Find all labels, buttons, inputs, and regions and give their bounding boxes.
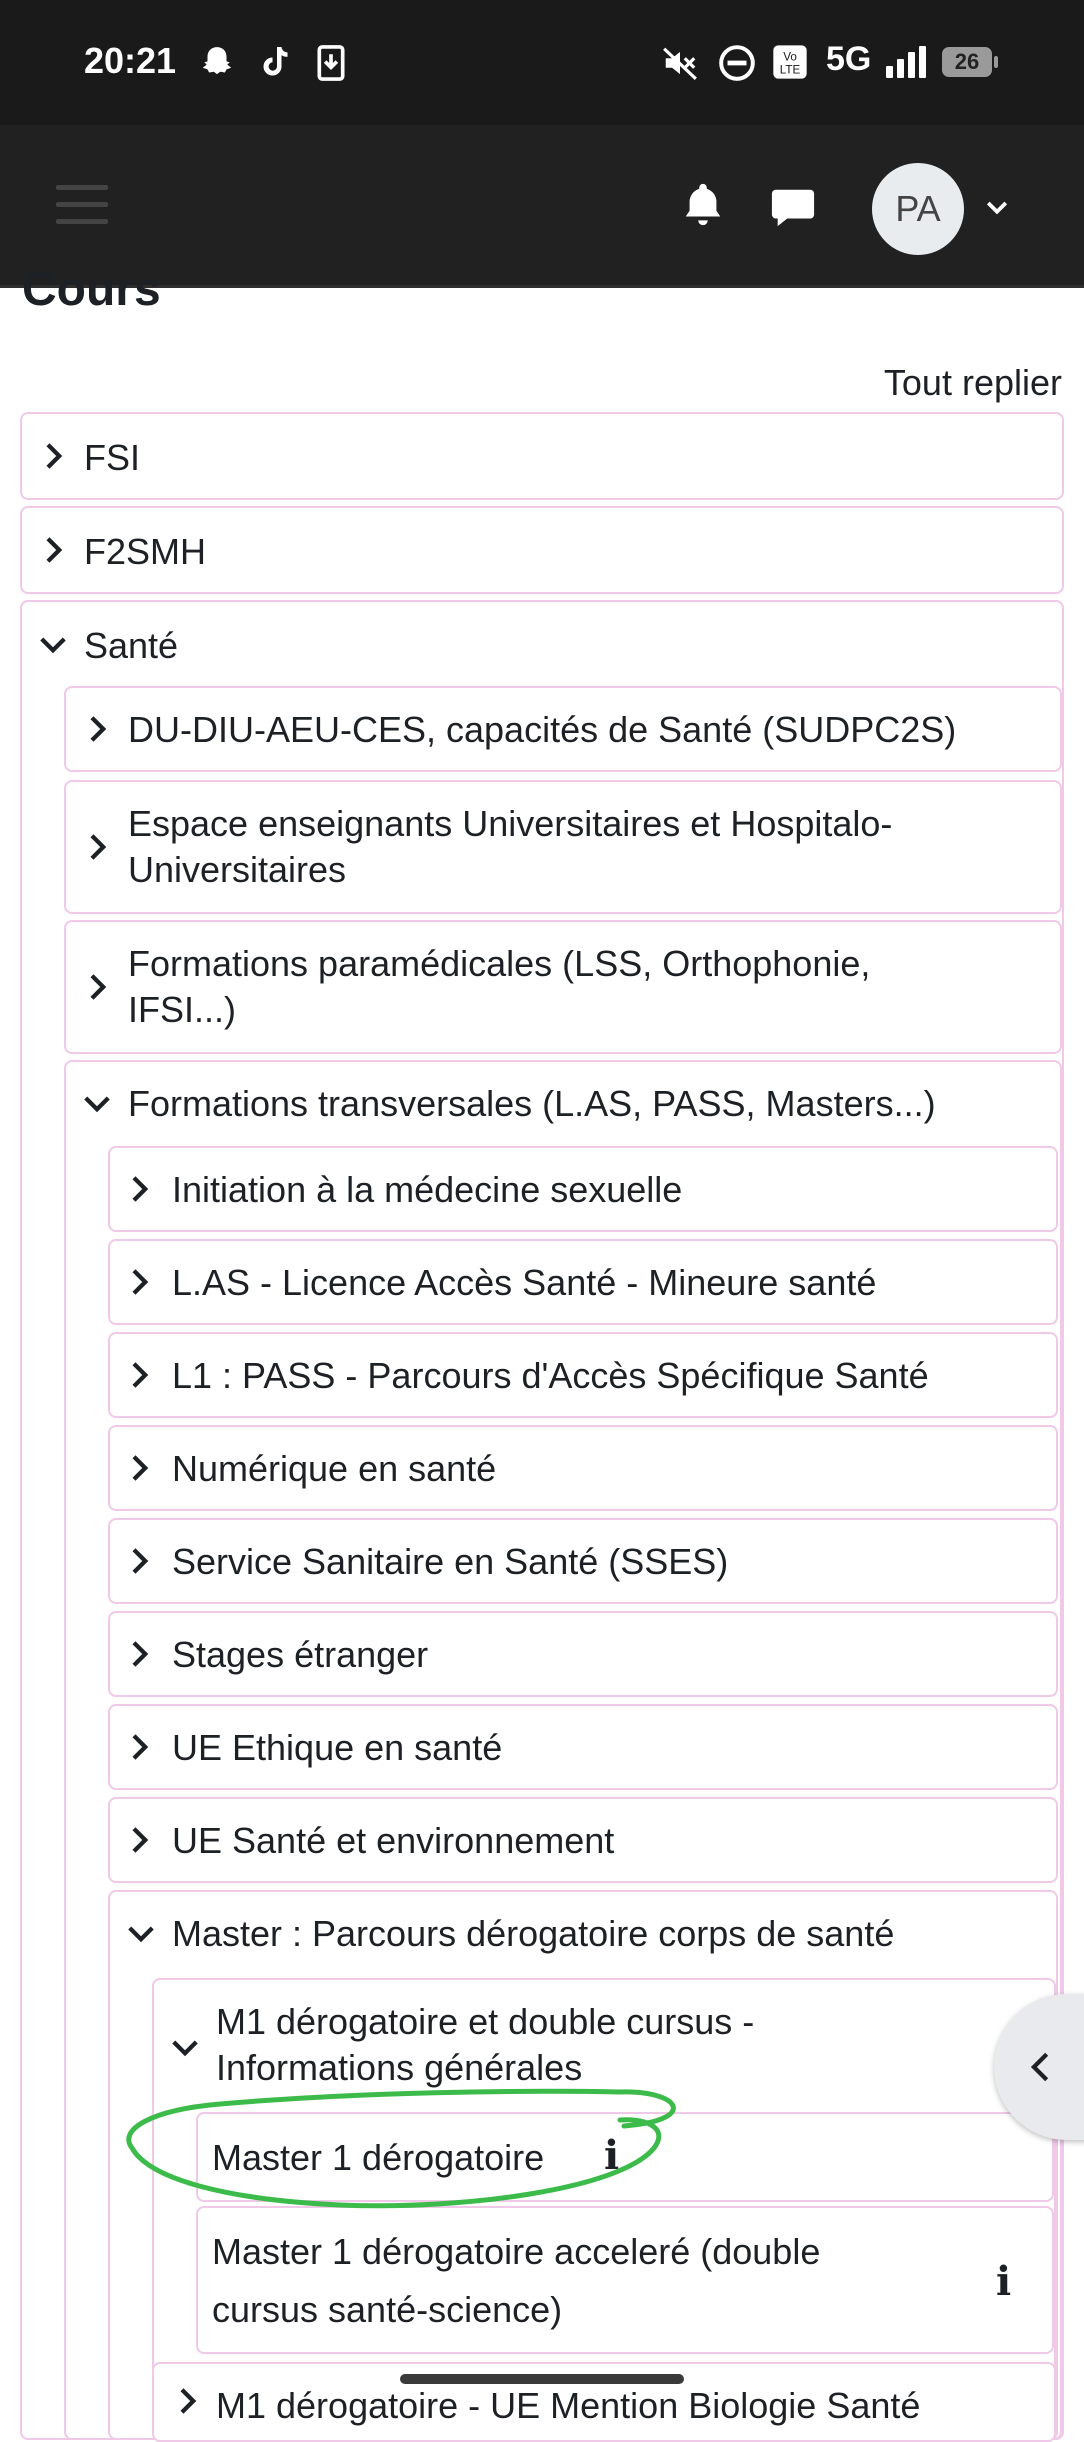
category-label[interactable]: Numérique en santé xyxy=(172,1448,497,1489)
category-label[interactable]: FSI xyxy=(84,437,141,478)
category-label[interactable]: DU-DIU-AEU-CES, capacités de Santé (SUDPC2S) xyxy=(128,709,957,750)
svg-text:Vo: Vo xyxy=(783,50,797,64)
category-label[interactable]: UE Santé et environnement xyxy=(172,1820,615,1861)
svg-text:LTE: LTE xyxy=(779,63,801,77)
category-label[interactable]: M1 dérogatoire - UE Mention Biologie Santé xyxy=(216,2385,921,2426)
user-avatar[interactable]: PA xyxy=(872,163,964,255)
category-label[interactable]: Formations transversales (L.AS, PASS, Masters...) xyxy=(128,1083,936,1124)
status-time: 20:21 xyxy=(84,40,177,81)
page-title: Cours xyxy=(22,263,161,316)
category-label[interactable]: Stages étranger xyxy=(172,1634,429,1675)
category-label[interactable]: Service Sanitaire en Santé (SSES) xyxy=(172,1541,729,1582)
category-label-line2[interactable]: Universitaires xyxy=(128,849,347,890)
info-icon[interactable]: i xyxy=(996,2258,1012,2305)
category-label[interactable]: Initiation à la médecine sexuelle xyxy=(172,1169,683,1210)
category-label[interactable]: L.AS - Licence Accès Santé - Mineure santé xyxy=(172,1262,877,1303)
course-label-line1[interactable]: Master 1 dérogatoire acceleré (double xyxy=(212,2231,821,2272)
battery-level: 26 xyxy=(954,49,980,74)
course-label[interactable]: Master 1 dérogatoire xyxy=(212,2137,545,2178)
category-label[interactable]: Master : Parcours dérogatoire corps de santé xyxy=(172,1913,895,1954)
category-label[interactable]: L1 : PASS - Parcours d'Accès Spécifique Santé xyxy=(172,1355,929,1396)
collapse-all-link[interactable]: Tout replier xyxy=(883,362,1062,403)
category-label[interactable]: Santé xyxy=(84,625,179,666)
category-label-line1[interactable]: Formations paramédicales (LSS, Orthophonie, xyxy=(128,943,871,984)
category-label-line2[interactable]: Informations générales xyxy=(216,2047,583,2088)
category-label-line1[interactable]: M1 dérogatoire et double cursus - xyxy=(216,2001,755,2042)
network-type: 5G xyxy=(826,40,872,78)
info-icon[interactable]: i xyxy=(604,2132,620,2179)
category-label-line1[interactable]: Espace enseignants Universitaires et Hospitalo- xyxy=(128,803,893,844)
home-indicator[interactable] xyxy=(400,2374,684,2384)
category-label-line2[interactable]: IFSI...) xyxy=(128,989,236,1030)
chevron-left-icon[interactable] xyxy=(1024,2050,1058,2084)
course-label-line2[interactable]: cursus santé-science) xyxy=(212,2289,563,2330)
category-label[interactable]: F2SMH xyxy=(84,531,207,572)
category-label[interactable]: UE Ethique en santé xyxy=(172,1727,503,1768)
